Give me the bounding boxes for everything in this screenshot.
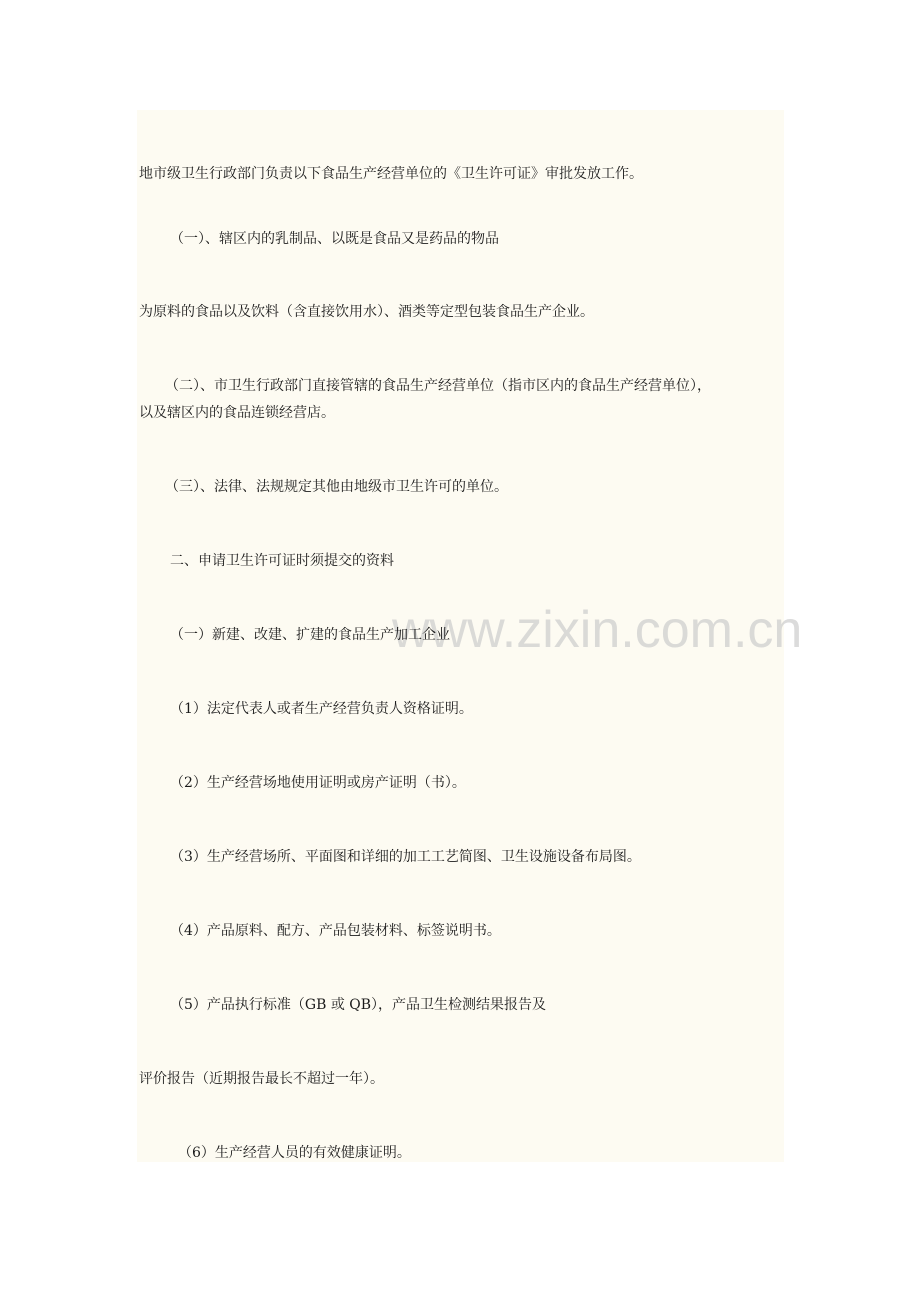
paragraph-line: （二）、市卫生行政部门直接管辖的食品生产经营单位（指市区内的食品生产经营单位）， <box>165 378 711 394</box>
watermark: www.zixin.com.cn <box>392 601 803 659</box>
subsection-heading: （一）新建、改建、扩建的食品生产加工企业 <box>170 627 450 643</box>
section-heading: 二、申请卫生许可证时须提交的资料 <box>170 553 394 569</box>
paragraph-line: （一）、辖区内的乳制品、以既是食品又是药品的物品 <box>170 231 499 247</box>
list-item: （5）产品执行标准（GB 或 QB），产品卫生检测结果报告及 <box>170 997 547 1013</box>
list-item: （6）生产经营人员的有效健康证明。 <box>178 1145 411 1161</box>
paragraph-line: 以及辖区内的食品连锁经营店。 <box>139 405 335 421</box>
list-item: （3）生产经营场所、平面图和详细的加工工艺简图、卫生设施设备布局图。 <box>170 849 641 865</box>
paragraph-line: （三）、法律、法规规定其他由地级市卫生许可的单位。 <box>165 479 508 495</box>
list-item: （4）产品原料、配方、产品包装材料、标签说明书。 <box>170 923 501 939</box>
list-item: （1）法定代表人或者生产经营负责人资格证明。 <box>170 701 473 717</box>
paragraph-line: 为原料的食品以及饮料（含直接饮用水）、酒类等定型包装食品生产企业。 <box>139 304 594 320</box>
paragraph-line: 评价报告（近期报告最长不超过一年）。 <box>139 1071 384 1087</box>
paragraph-line: 地市级卫生行政部门负责以下食品生产经营单位的《卫生许可证》审批发放工作。 <box>139 166 643 182</box>
list-item: （2）生产经营场地使用证明或房产证明（书）。 <box>170 775 466 791</box>
